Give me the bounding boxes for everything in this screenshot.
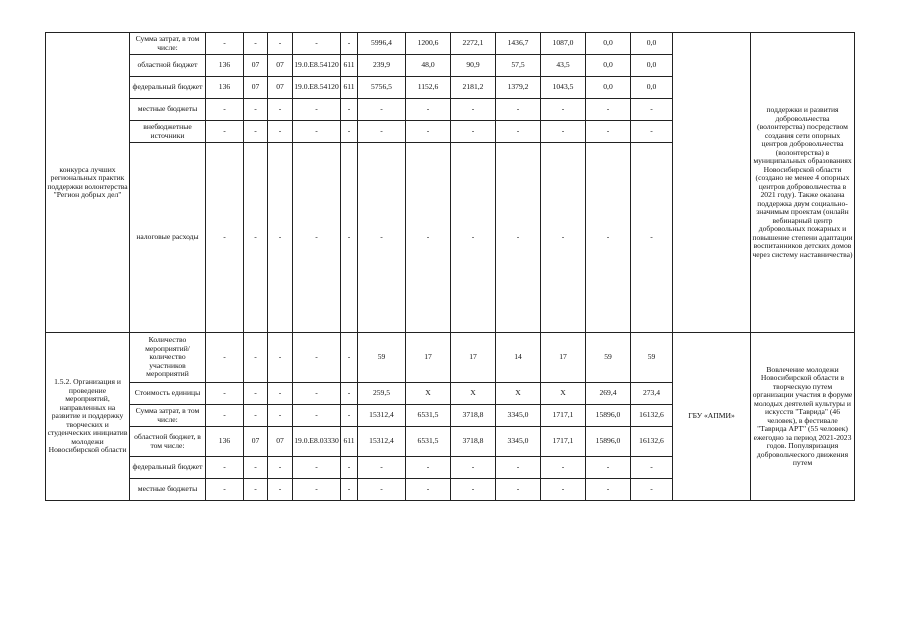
budget-code-cell: - xyxy=(341,143,358,333)
value-cell: 2181,2 xyxy=(451,77,496,99)
activity-name-cell: конкурса лучших региональных практик поддержки волонтерства "Регион добрых дел" xyxy=(46,33,130,333)
value-cell: 0,0 xyxy=(631,55,673,77)
value-cell: - xyxy=(451,99,496,121)
value-cell: 6531,5 xyxy=(406,427,451,457)
value-cell: X xyxy=(541,383,586,405)
value-cell: 17 xyxy=(406,333,451,383)
value-cell: 3345,0 xyxy=(496,427,541,457)
budget-code-cell: - xyxy=(244,143,268,333)
value-cell: 1200,6 xyxy=(406,33,451,55)
value-cell: - xyxy=(496,99,541,121)
result-description-cell: поддержки и развития добровольчества (волонтерства) посредством создания сети опорных центров добровольчества (волонтерства) в муниципальных образованиях Новосибирской области (создано не менее 4 опорных центров добровольчества в 2021 году). Также оказана поддержка двум социально-значимым проектам (онлайн вебинарный центр добровольных пожарных и повышение степени адаптации воспитанников детских домов через систему наставничества) xyxy=(751,33,855,333)
budget-code-cell: - xyxy=(244,479,268,501)
value-cell: 6531,5 xyxy=(406,405,451,427)
budget-table xyxy=(45,32,855,501)
table-row xyxy=(46,333,855,383)
budget-code-cell: 19.0.Е8.03330 xyxy=(293,427,341,457)
value-cell: 43,5 xyxy=(541,55,586,77)
funding-source-label: областной бюджет, в том числе: xyxy=(130,427,206,457)
budget-code-cell: - xyxy=(293,479,341,501)
value-cell: - xyxy=(541,143,586,333)
budget-code-cell: 07 xyxy=(268,77,293,99)
budget-code-cell: - xyxy=(268,383,293,405)
funding-source-label: местные бюджеты xyxy=(130,479,206,501)
budget-code-cell: - xyxy=(244,457,268,479)
value-cell: - xyxy=(358,99,406,121)
budget-code-cell: - xyxy=(244,33,268,55)
value-cell: 1087,0 xyxy=(541,33,586,55)
value-cell: - xyxy=(358,479,406,501)
value-cell: 0,0 xyxy=(631,33,673,55)
budget-code-cell: - xyxy=(206,479,244,501)
value-cell: - xyxy=(496,457,541,479)
budget-code-cell: - xyxy=(341,457,358,479)
budget-code-cell: - xyxy=(268,333,293,383)
value-cell: - xyxy=(358,121,406,143)
budget-code-cell: 611 xyxy=(341,77,358,99)
value-cell: - xyxy=(451,143,496,333)
value-cell: 3718,8 xyxy=(451,427,496,457)
value-cell: 273,4 xyxy=(631,383,673,405)
budget-code-cell: - xyxy=(293,405,341,427)
executor-cell: ГБУ «АПМИ» xyxy=(673,333,751,501)
value-cell: 15312,4 xyxy=(358,405,406,427)
budget-code-cell: - xyxy=(244,99,268,121)
value-cell: - xyxy=(541,457,586,479)
value-cell: 59 xyxy=(586,333,631,383)
value-cell: 16132,6 xyxy=(631,405,673,427)
budget-code-cell: - xyxy=(206,383,244,405)
value-cell: - xyxy=(496,121,541,143)
value-cell: 17 xyxy=(541,333,586,383)
value-cell: 5756,5 xyxy=(358,77,406,99)
budget-code-cell: - xyxy=(268,457,293,479)
budget-code-cell: - xyxy=(206,121,244,143)
funding-source-label: Сумма затрат, в том числе: xyxy=(130,33,206,55)
budget-code-cell: - xyxy=(341,33,358,55)
budget-code-cell: - xyxy=(244,121,268,143)
value-cell: 1717,1 xyxy=(541,405,586,427)
value-cell: 1043,5 xyxy=(541,77,586,99)
value-cell: 59 xyxy=(358,333,406,383)
table-row xyxy=(46,33,855,55)
activity-name-cell: 1.5.2. Организация и проведение мероприятий, направленных на развитие и поддержку творческих и студенческих инициатив молодежи Новосибирской области xyxy=(46,333,130,501)
budget-code-cell: - xyxy=(293,121,341,143)
value-cell: - xyxy=(496,143,541,333)
value-cell: 0,0 xyxy=(586,55,631,77)
budget-code-cell: - xyxy=(244,383,268,405)
budget-code-cell: 19.0.Е8.54120 xyxy=(293,55,341,77)
value-cell: 1436,7 xyxy=(496,33,541,55)
value-cell: 5996,4 xyxy=(358,33,406,55)
value-cell: - xyxy=(631,143,673,333)
budget-code-cell: 136 xyxy=(206,55,244,77)
budget-code-cell: 07 xyxy=(268,55,293,77)
budget-code-cell: 611 xyxy=(341,427,358,457)
value-cell: X xyxy=(406,383,451,405)
value-cell: - xyxy=(631,99,673,121)
value-cell: - xyxy=(406,457,451,479)
budget-code-cell: - xyxy=(341,333,358,383)
budget-code-cell: - xyxy=(244,405,268,427)
funding-source-label: Сумма затрат, в том числе: xyxy=(130,405,206,427)
value-cell: 14 xyxy=(496,333,541,383)
budget-code-cell: - xyxy=(293,457,341,479)
value-cell: X xyxy=(451,383,496,405)
value-cell: - xyxy=(586,479,631,501)
funding-source-label: федеральный бюджет xyxy=(130,77,206,99)
value-cell: 3345,0 xyxy=(496,405,541,427)
value-cell: - xyxy=(451,121,496,143)
value-cell: 15896,0 xyxy=(586,427,631,457)
budget-code-cell: - xyxy=(293,33,341,55)
budget-code-cell: - xyxy=(206,33,244,55)
budget-code-cell: - xyxy=(206,143,244,333)
value-cell: - xyxy=(586,457,631,479)
funding-source-label: Количество мероприятий/количество участников мероприятий xyxy=(130,333,206,383)
budget-code-cell: - xyxy=(206,457,244,479)
value-cell: 57,5 xyxy=(496,55,541,77)
budget-code-cell: 136 xyxy=(206,77,244,99)
budget-code-cell: - xyxy=(341,383,358,405)
budget-code-cell: - xyxy=(341,405,358,427)
budget-code-cell: - xyxy=(293,99,341,121)
budget-code-cell: - xyxy=(206,99,244,121)
budget-code-cell: - xyxy=(268,405,293,427)
value-cell: 48,0 xyxy=(406,55,451,77)
value-cell: 3718,8 xyxy=(451,405,496,427)
value-cell: 0,0 xyxy=(586,77,631,99)
value-cell: - xyxy=(406,143,451,333)
value-cell: 16132,6 xyxy=(631,427,673,457)
value-cell: 1717,1 xyxy=(541,427,586,457)
result-description-cell: Вовлечение молодежи Новосибирской области в творческую путем организации участия в форуме молодых деятелей культуры и искусств "Таврида" (46 человек), в фестивале "Таврида АРТ" (55 человек) ежегодно за период 2021-2023 годов. Популяризация добровольческого движения путем xyxy=(751,333,855,501)
value-cell: - xyxy=(541,99,586,121)
value-cell: 15896,0 xyxy=(586,405,631,427)
value-cell: - xyxy=(586,99,631,121)
budget-code-cell: 611 xyxy=(341,55,358,77)
budget-code-cell: 07 xyxy=(268,427,293,457)
value-cell: 0,0 xyxy=(631,77,673,99)
value-cell: X xyxy=(496,383,541,405)
budget-code-cell: - xyxy=(244,333,268,383)
value-cell: - xyxy=(451,479,496,501)
funding-source-label: федеральный бюджет xyxy=(130,457,206,479)
value-cell: - xyxy=(541,479,586,501)
value-cell: 15312,4 xyxy=(358,427,406,457)
value-cell: - xyxy=(496,479,541,501)
value-cell: - xyxy=(586,143,631,333)
value-cell: 0,0 xyxy=(586,33,631,55)
budget-code-cell: - xyxy=(206,333,244,383)
value-cell: - xyxy=(406,99,451,121)
budget-code-cell: - xyxy=(341,99,358,121)
budget-code-cell: - xyxy=(268,99,293,121)
budget-code-cell: 136 xyxy=(206,427,244,457)
budget-code-cell: - xyxy=(268,143,293,333)
budget-code-cell: 07 xyxy=(244,55,268,77)
value-cell: - xyxy=(358,457,406,479)
value-cell: - xyxy=(406,121,451,143)
value-cell: - xyxy=(451,457,496,479)
value-cell: - xyxy=(541,121,586,143)
budget-code-cell: - xyxy=(268,121,293,143)
funding-source-label: налоговые расходы xyxy=(130,143,206,333)
budget-code-cell: - xyxy=(268,479,293,501)
budget-code-cell: 07 xyxy=(244,77,268,99)
value-cell: - xyxy=(631,457,673,479)
value-cell: 259,5 xyxy=(358,383,406,405)
budget-code-cell: - xyxy=(341,121,358,143)
budget-code-cell: 07 xyxy=(244,427,268,457)
value-cell: - xyxy=(358,143,406,333)
executor-cell xyxy=(673,33,751,333)
funding-source-label: местные бюджеты xyxy=(130,99,206,121)
value-cell: - xyxy=(586,121,631,143)
value-cell: - xyxy=(406,479,451,501)
value-cell: 17 xyxy=(451,333,496,383)
budget-code-cell: - xyxy=(268,33,293,55)
value-cell: 2272,1 xyxy=(451,33,496,55)
budget-code-cell: - xyxy=(341,479,358,501)
budget-code-cell: - xyxy=(293,383,341,405)
budget-code-cell: - xyxy=(293,333,341,383)
funding-source-label: Стоимость единицы xyxy=(130,383,206,405)
value-cell: - xyxy=(631,479,673,501)
value-cell: 1379,2 xyxy=(496,77,541,99)
funding-source-label: областной бюджет xyxy=(130,55,206,77)
funding-source-label: внебюджетные источники xyxy=(130,121,206,143)
budget-code-cell: 19.0.Е8.54120 xyxy=(293,77,341,99)
value-cell: 59 xyxy=(631,333,673,383)
budget-code-cell: - xyxy=(206,405,244,427)
value-cell: 1152,6 xyxy=(406,77,451,99)
budget-code-cell: - xyxy=(293,143,341,333)
value-cell: 90,9 xyxy=(451,55,496,77)
value-cell: - xyxy=(631,121,673,143)
value-cell: 239,9 xyxy=(358,55,406,77)
value-cell: 269,4 xyxy=(586,383,631,405)
